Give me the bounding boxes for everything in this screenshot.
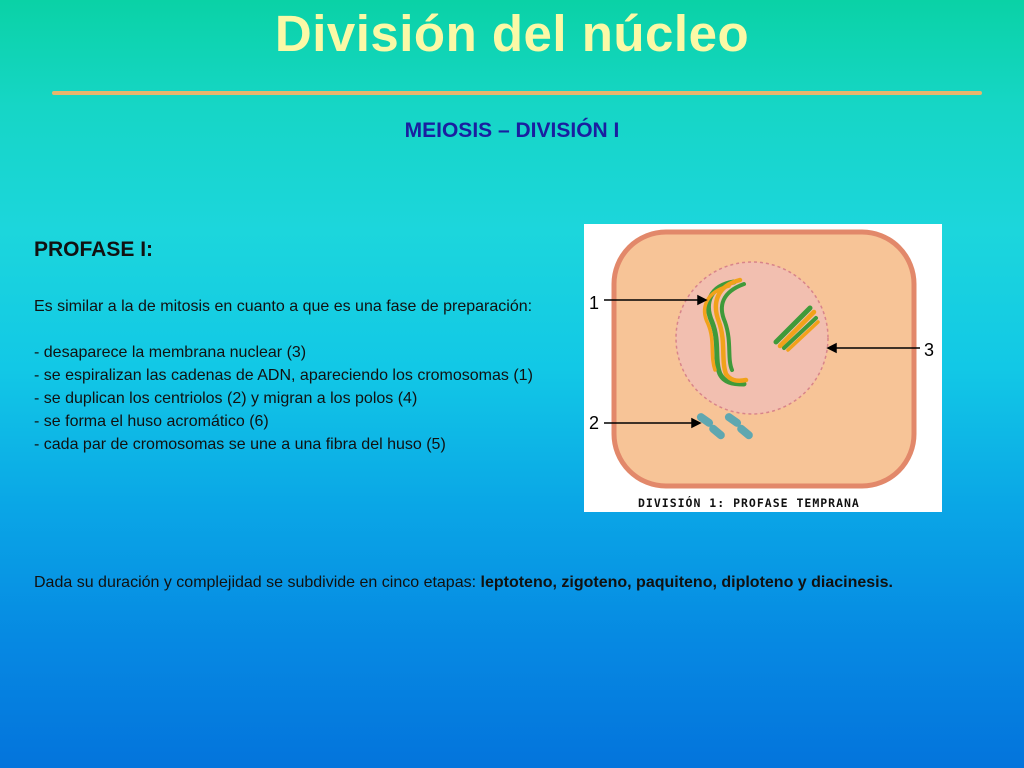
summary-paragraph <box>34 570 994 595</box>
nucleus <box>676 262 828 414</box>
bullet-item: - se duplican los centriolos (2) y migran a los polos (4) <box>34 390 418 407</box>
bullet-item: - se espiralizan las cadenas de ADN, apareciendo los cromosomas (1) <box>34 367 533 384</box>
summary-stages: leptoteno, zigoteno, paquiteno, diploteno y diacinesis. <box>480 574 893 591</box>
cell-illustration <box>584 224 942 512</box>
intro-paragraph: Es similar a la de mitosis en cuanto a que es una fase de preparación: <box>34 298 533 315</box>
bullet-item: - desaparece la membrana nuclear (3) <box>34 344 307 361</box>
title-divider <box>52 91 982 95</box>
summary-prefix: Dada su duración y complejidad se subdivide en cinco etapas: <box>34 574 481 591</box>
phase-heading: PROFASE I: <box>34 238 154 261</box>
bullet-item: - se forma el huso acromático (6) <box>34 413 269 430</box>
label-3: 3 <box>924 340 935 360</box>
section-subtitle: MEIOSIS – DIVISIÓN I <box>404 119 620 142</box>
slide-title: División del núcleo <box>274 5 750 62</box>
figure-caption: DIVISIÓN 1: PROFASE TEMPRANA <box>638 496 860 510</box>
bullet-item: - cada par de cromosomas se une a una fibra del huso (5) <box>34 436 446 453</box>
phase-description <box>34 295 574 456</box>
label-1: 1 <box>589 293 600 313</box>
label-2: 2 <box>589 413 600 433</box>
prophase-diagram <box>584 224 942 512</box>
